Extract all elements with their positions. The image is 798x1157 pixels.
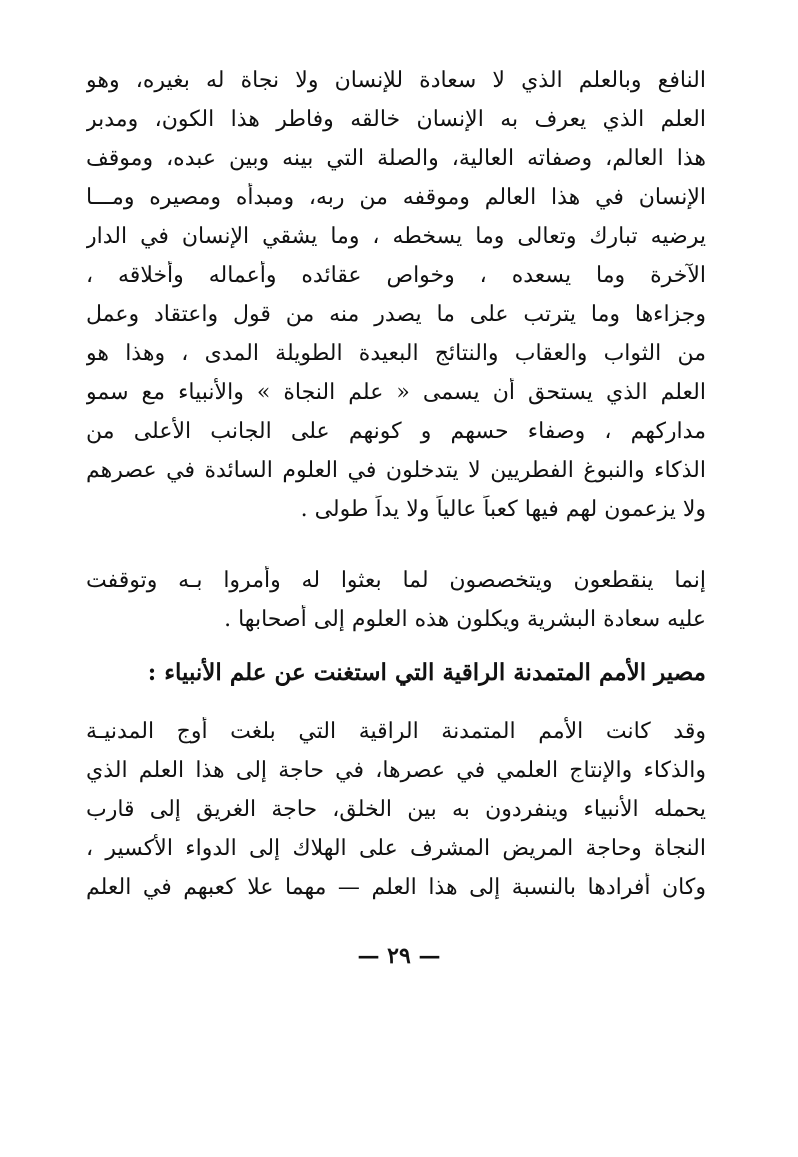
text-line: يرضيه تبارك وتعالى وما يسخطه ، وما يشقي الإنسان في الدار xyxy=(86,224,706,249)
text-line: إنما ينقطعون ويتخصصون لما بعثوا له وأمروا بـه وتوقفت xyxy=(86,568,706,593)
text-line: ولا يزعمون لهم فيها كعباً عالياً ولا يداً طولى . xyxy=(300,497,706,522)
text-line: النافع وبالعلم الذي لا سعادة للإنسان ولا نجاة له بغيره، وهو xyxy=(86,68,706,93)
text-line: الذكاء والنبوغ الفطريين لا يتدخلون في العلوم السائدة في عصرهم xyxy=(86,458,706,483)
text-line: عليه سعادة البشرية ويكلون هذه العلوم إلى أصحابها . xyxy=(224,607,706,632)
text-line: الآخرة وما يسعده ، وخواص عقائده وأعماله وأخلاقه ، xyxy=(86,263,706,288)
text-line: وقد كانت الأمم المتمدنة الراقية التي بلغت أوج المدنيـة xyxy=(86,719,706,744)
text-line: والذكاء والإنتاج العلمي في عصرها، في حاجة إلى هذا العلم الذي xyxy=(86,758,706,783)
text-line: مداركهم ، وصفاء حسهم و كونهم على الجانب الأعلى من xyxy=(86,419,706,444)
text-line: النجاة وحاجة المريض المشرف على الهلاك إلى الدواء الأكسير ، xyxy=(86,836,706,861)
text-line: يحمله الأنبياء وينفردون به بين الخلق، حاجة الغريق إلى قارب xyxy=(86,797,706,822)
text-line: من الثواب والعقاب والنتائج البعيدة الطويلة المدى ، وهذا هو xyxy=(86,341,706,366)
section-heading: مصير الأمم المتمدنة الراقية التي استغنت عن علم الأنبياء : xyxy=(147,659,706,686)
paragraph-3 xyxy=(86,717,706,912)
text-line: وجزاءها وما يترتب على ما يصدر منه من قول واعتقاد وعمل xyxy=(86,302,706,327)
text-line: العلم الذي يعرف به الإنسان خالقه وفاطر هذا الكون، ومدبر xyxy=(86,107,706,132)
paragraph-1 xyxy=(86,66,706,534)
text-line: وكان أفرادها بالنسبة إلى هذا العلم — مهما علا كعبهم في العلم xyxy=(86,875,706,900)
text-line: هذا العالم، وصفاته العالية، والصلة التي بينه وبين عبده، وموقف xyxy=(86,146,706,171)
page-number: — ٢٩ — xyxy=(357,943,441,969)
paragraph-2 xyxy=(86,566,706,644)
text-line: الإنسان في هذا العالم وموقفه من ربه، ومبدأه ومصيره ومـــا xyxy=(86,185,706,210)
text-line: العلم الذي يستحق أن يسمى « علم النجاة » والأنبياء مع سمو xyxy=(86,380,706,405)
